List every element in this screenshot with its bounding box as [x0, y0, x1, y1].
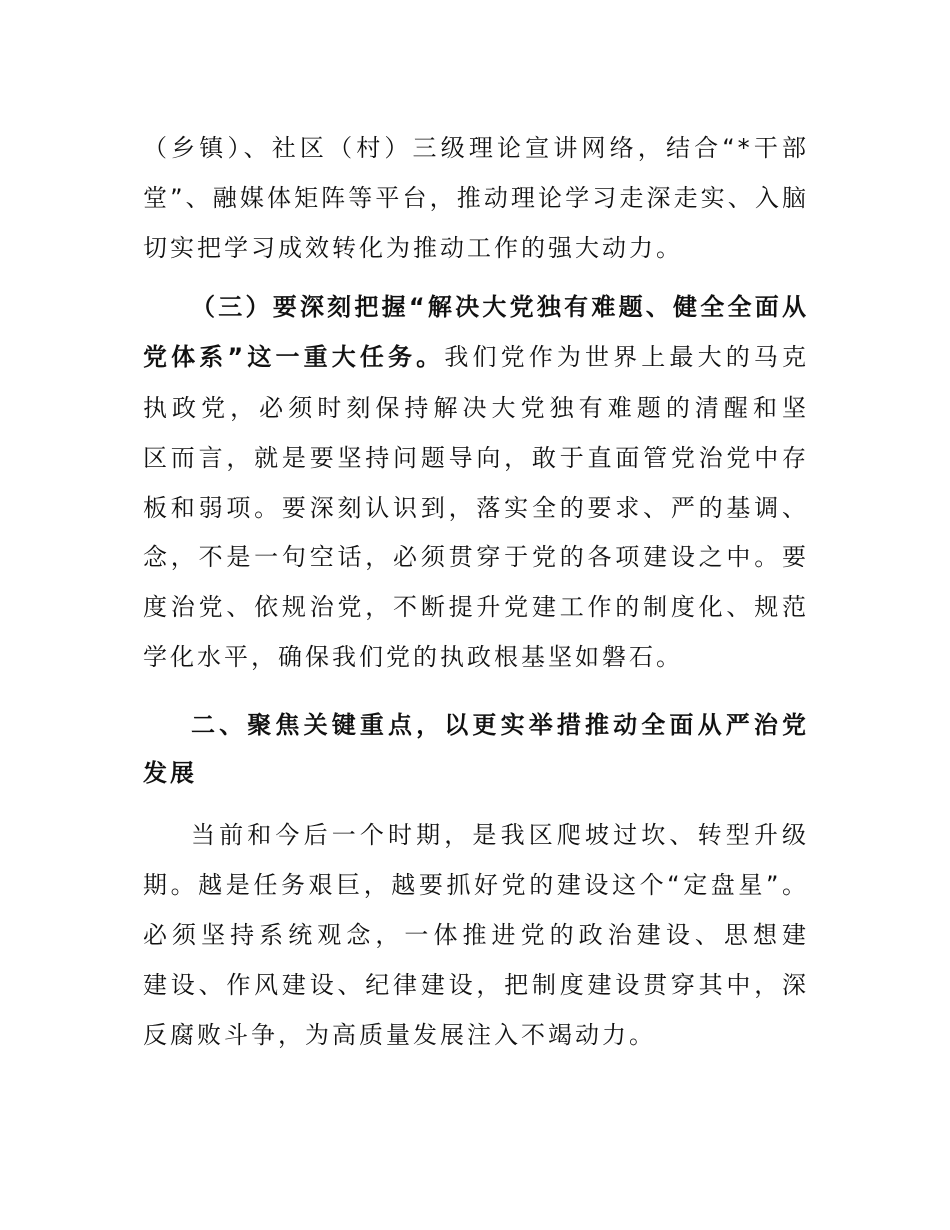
paragraph-line: 学化水平，确保我们党的执政根基坚如磐石。: [143, 643, 683, 671]
paragraph-line: [143, 342, 809, 372]
paragraph-line: 度治党、依规治党，不断提升党建工作的制度化、规范: [143, 593, 809, 621]
paragraph-line: 念，不是一句空话，必须贯穿于党的各项建设之中。要: [143, 543, 809, 571]
paragraph-line: 区而言，就是要坚持问题导向，敢于直面管党治党中存: [143, 444, 809, 472]
paragraph-line: 必须坚持系统观念，一体推进党的政治建设、思想建: [143, 921, 809, 949]
section-heading: 发展: [143, 759, 197, 787]
paragraph-line: 建设、作风建设、纪律建设，把制度建设贯穿其中，深: [143, 971, 809, 999]
paragraph-line: 当前和今后一个时期，是我区爬坡过坎、转型升级: [191, 821, 809, 849]
section-heading: 二、聚焦关键重点，以更实举措推动全面从严治党: [191, 711, 809, 739]
paragraph-line: 堂”、融媒体矩阵等平台，推动理论学习走深走实、入脑: [143, 184, 809, 212]
subheading-continued: 党体系”这一重大任务。: [143, 343, 445, 371]
subheading: （三）要深刻把握“解决大党独有难题、健全全面从: [191, 293, 809, 321]
paragraph-line: 切实把学习成效转化为推动工作的强大动力。: [143, 234, 683, 262]
paragraph-line: 执政党，必须时刻保持解决大党独有难题的清醒和坚: [143, 394, 809, 422]
paragraph-line: 反腐败斗争，为高质量发展注入不竭动力。: [143, 1021, 656, 1049]
paragraph-text: 我们党作为世界上最大的马克: [444, 343, 809, 371]
paragraph-line: 期。越是任务艰巨，越要抓好党的建设这个“定盘星”。: [143, 871, 809, 899]
paragraph-line: 板和弱项。要深刻认识到，落实全的要求、严的基调、: [143, 494, 809, 522]
paragraph-line: （乡镇）、社区（村）三级理论宣讲网络，结合“*干部: [143, 134, 809, 162]
